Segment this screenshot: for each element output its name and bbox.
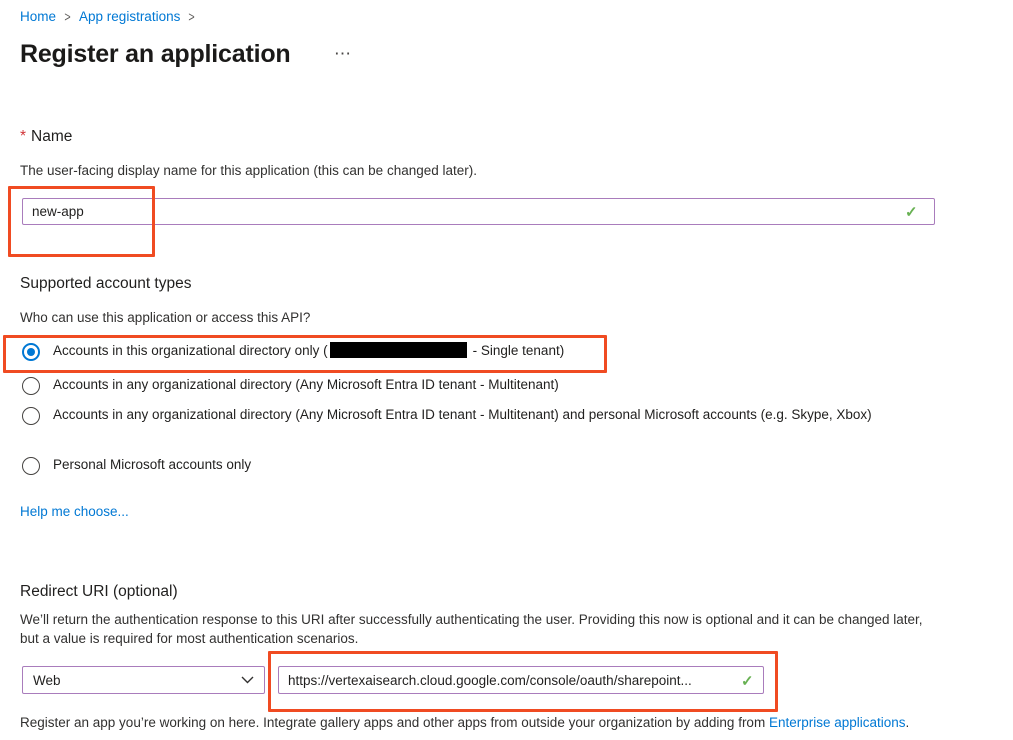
radio-option-single-tenant[interactable] [22,342,564,361]
help-me-choose-link[interactable]: Help me choose... [20,504,129,519]
enterprise-applications-link[interactable]: Enterprise applications [768,715,906,730]
radio-unselected-icon[interactable] [22,457,40,475]
radio-option-label[interactable]: Accounts in this organizational directory only ( - Single tenant) [53,343,565,358]
radio-unselected-icon[interactable] [22,407,40,425]
footer-note [20,713,1013,732]
redirect-uri-heading: Redirect URI (optional) [20,583,178,600]
breadcrumb-separator-icon: > [188,8,196,25]
breadcrumb-app-registrations-link[interactable]: App registrations [79,9,181,24]
name-input[interactable] [22,198,935,225]
platform-select[interactable] [22,666,265,694]
footer-text: Register an app you’re working on here. Integrate gallery apps and other apps from outside your organization by adding from [20,715,769,730]
breadcrumb-home-link[interactable]: Home [20,9,57,24]
name-label [20,128,72,146]
account-types-heading: Supported account types [20,275,192,292]
radio-option-label[interactable]: Personal Microsoft accounts only [53,457,252,472]
page-title: Register an application [20,40,291,68]
uri-valid-checkmark-icon: ✓ [741,673,754,690]
tenant-name-redaction-bar [330,342,467,358]
radio-unselected-icon[interactable] [22,377,40,395]
name-description: The user-facing display name for this application (this can be changed later). [20,163,477,178]
account-types-question: Who can use this application or access this API? [20,310,311,325]
radio-option-label[interactable]: Accounts in any organizational directory (Any Microsoft Entra ID tenant - Multitenant) and personal Microsoft accounts (e.g. Skype, Xbox) [53,407,872,422]
redirect-uri-input[interactable] [278,666,764,694]
radio-option-multitenant[interactable] [22,376,559,395]
radio-option-label[interactable]: Accounts in any organizational directory (Any Microsoft Entra ID tenant - Multitenant) [53,377,559,392]
more-options-icon[interactable]: ⋯ [334,44,352,63]
redirect-uri-description: We’ll return the authentication response to this URI after successfully authenticating the user. Providing this now is optional and it can be changed later, but a value is required for most authentication scenarios. [20,612,923,646]
required-asterisk: * [20,128,27,145]
chevron-down-icon [241,676,254,684]
radio-option-personal-only[interactable] [22,456,251,475]
name-label-text: Name [31,128,73,145]
name-valid-checkmark-icon: ✓ [905,204,918,221]
breadcrumb-separator-icon: > [64,8,71,25]
radio-selected-icon[interactable] [22,343,40,361]
breadcrumb [20,9,195,24]
radio-option-multitenant-personal[interactable] [22,406,872,425]
platform-select-value: Web [33,672,61,688]
footer-period: . [905,715,910,730]
